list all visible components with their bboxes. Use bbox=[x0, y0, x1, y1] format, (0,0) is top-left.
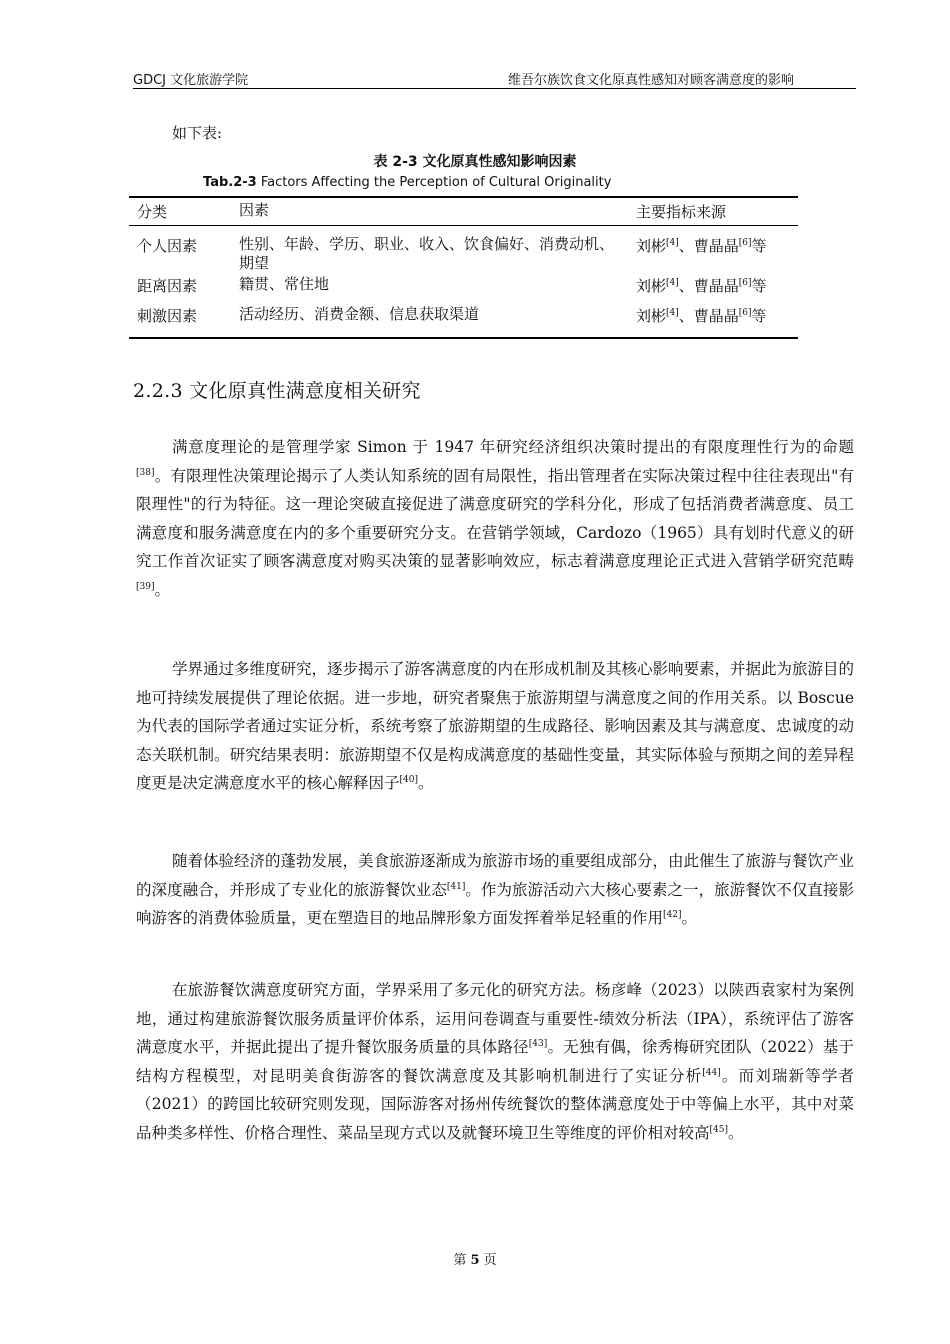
table-caption-en-text: Factors Affecting the Perception of Cultural Originality bbox=[256, 175, 612, 190]
table-header-row bbox=[129, 198, 798, 225]
page-number-suffix: 页 bbox=[479, 1253, 497, 1268]
table-bottom-rule bbox=[129, 337, 798, 339]
citation-ref: [43] bbox=[528, 1039, 548, 1049]
table-caption-en-label: Tab.2-3 bbox=[203, 175, 257, 190]
citation-ref: [39] bbox=[136, 581, 155, 592]
row-factors: 性别、年龄、学历、职业、收入、饮食偏好、消费动机、期望 bbox=[239, 235, 615, 272]
column-header: 因素 bbox=[239, 201, 270, 219]
body-paragraph: 满意度理论的是管理学家 Simon 于 1947 年研究经济组织决策时提出的有限度理性行为的命题[38]。有限理性决策理论揭示了人类认知系统的固有局限性，指出管理者在实际决策过程中往往表现出"有限理性"的行为特征。这一理论突破直接促进了满意度研究的学科分化，形成了包括消费者满意度、员工满意度和服务满意度在内的多个重要研究分支。在营销学领域，Cardozo（1965）具有划时代意义的研究工作首次证实了顾客满意度对购买决策的显著影响效应，标志着满意度理论正式进入营销学研究范畴[39]。 bbox=[136, 438, 854, 599]
row-sources bbox=[636, 235, 767, 256]
table-caption-en bbox=[203, 175, 611, 190]
page-number: 5 bbox=[470, 1253, 480, 1268]
source-author: 、曹晶晶 bbox=[678, 277, 739, 295]
row-sources bbox=[636, 275, 767, 296]
table-row bbox=[129, 226, 798, 272]
body-paragraph: 在旅游餐饮满意度研究方面，学界采用了多元化的研究方法。杨彦峰（2023）以陕西袁家村为案例地，通过构建旅游餐饮服务质量评价体系，运用问卷调查与重要性-绩效分析法（IPA），系统评估了游客满意度水平，并据此提出了提升餐饮服务质量的具体路径[43]。无独有偶，徐秀梅研究团队（2022）基于结构方程模型，对昆明美食街游客的餐饮满意度及其影响机制进行了实证分析[44]。而刘瑞新等学者（2021）的跨国比较研究则发现，国际游客对扬州传统餐饮的整体满意度处于中等偏上水平，其中对菜品种类多样性、价格合理性、菜品呈现方式以及就餐环境卫生等维度的评价相对较高[45]。 bbox=[136, 981, 854, 1142]
citation-ref: [4] bbox=[666, 308, 679, 318]
intro-text: 如下表: bbox=[172, 124, 223, 142]
page-number-prefix: 第 bbox=[453, 1253, 471, 1268]
citation-ref: [6] bbox=[738, 308, 752, 318]
source-author: 刘彬 bbox=[636, 307, 667, 325]
source-etc: 等 bbox=[751, 277, 767, 295]
body-paragraph: 学界通过多维度研究，逐步揭示了游客满意度的内在形成机制及其核心影响要素，并据此为旅游目的地可持续发展提供了理论依据。进一步地，研究者聚焦于旅游期望与满意度之间的作用关系。以 Boscue 为代表的国际学者通过实证分析，系统考察了旅游期望的生成路径、影响因素及其与满意度、忠诚度的动态关联机制。研究结果表明：旅游期望不仅是构成满意度的基础性变量，其实际体验与预期之间的差异程度更是决定满意度水平的核心解释因子[40]。 bbox=[136, 660, 855, 792]
header-thesis-title: 维吾尔族饮食文化原真性感知对顾客满意度的影响 bbox=[507, 73, 794, 88]
header-institution: GDCJ 文化旅游学院 bbox=[133, 73, 249, 88]
source-author: 刘彬 bbox=[636, 277, 667, 295]
factors-table bbox=[129, 196, 798, 326]
source-author: 刘彬 bbox=[636, 237, 667, 255]
citation-ref: [45] bbox=[709, 1124, 728, 1135]
page-footer bbox=[0, 1249, 950, 1268]
table-caption-cn: 表 2-3 文化原真性感知影响因素 bbox=[373, 154, 577, 170]
citation-ref: [40] bbox=[399, 775, 418, 785]
source-etc: 等 bbox=[751, 307, 767, 325]
citation-ref: [4] bbox=[666, 238, 679, 248]
row-category: 刺激因素 bbox=[137, 307, 198, 325]
citation-ref: [41] bbox=[446, 881, 466, 892]
table-row bbox=[129, 296, 798, 326]
citation-ref: [4] bbox=[666, 278, 679, 288]
row-category: 距离因素 bbox=[137, 277, 198, 295]
page-header bbox=[133, 66, 856, 89]
citation-ref: [42] bbox=[663, 910, 682, 920]
row-factors: 活动经历、消费金额、信息获取渠道 bbox=[239, 305, 480, 323]
row-factors: 籍贯、常住地 bbox=[239, 275, 330, 293]
source-etc: 等 bbox=[751, 237, 767, 255]
row-sources bbox=[636, 305, 767, 326]
source-author: 、曹晶晶 bbox=[678, 237, 739, 255]
citation-ref: [6] bbox=[738, 278, 752, 288]
column-header: 主要指标来源 bbox=[636, 203, 727, 221]
column-header: 分类 bbox=[137, 203, 168, 221]
row-category: 个人因素 bbox=[137, 237, 198, 255]
body-paragraph: 随着体验经济的蓬勃发展，美食旅游逐渐成为旅游市场的重要组成部分，由此催生了旅游与餐饮产业的深度融合，并形成了专业化的旅游餐饮业态[41]。作为旅游活动六大核心要素之一，旅游餐饮不仅直接影响游客的消费体验质量，更在塑造目的地品牌形象方面发挥着举足轻重的作用[42]。 bbox=[136, 852, 855, 927]
section-heading: 2.2.3 文化原真性满意度相关研究 bbox=[133, 380, 421, 402]
source-author: 、曹晶晶 bbox=[678, 307, 739, 325]
citation-ref: [44] bbox=[702, 1067, 721, 1078]
citation-ref: [38] bbox=[136, 467, 155, 478]
table-row bbox=[129, 266, 798, 296]
citation-ref: [6] bbox=[738, 238, 752, 248]
